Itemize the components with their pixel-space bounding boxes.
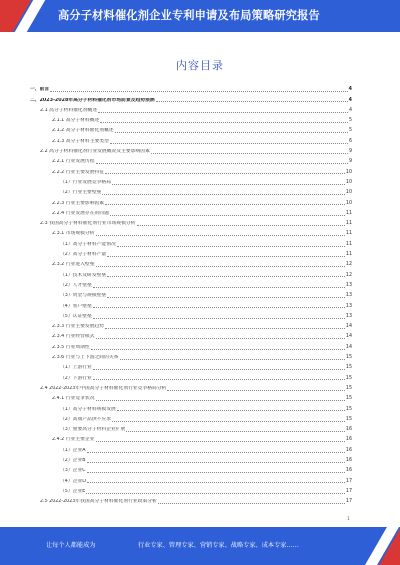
toc-entry-title: （4）客户壁垒 [60, 303, 92, 309]
toc-entry[interactable] [30, 433, 352, 443]
toc-entry[interactable] [30, 83, 352, 93]
toc-entry-page: 11 [345, 252, 352, 258]
toc-entry-page: 16 [345, 427, 352, 433]
toc-entry[interactable] [30, 196, 352, 206]
toc-entry-page: 16 [345, 437, 352, 443]
toc-entry-title: （1）技术及研发壁垒 [60, 272, 107, 278]
toc-entry[interactable] [30, 227, 352, 237]
dot-leader [167, 390, 344, 391]
toc-entry-page: 5 [348, 118, 352, 124]
dot-leader [93, 369, 345, 370]
toc-entry[interactable] [30, 464, 352, 474]
toc-entry-title: 2.1 高分子材料催化剂概述 [40, 107, 98, 113]
toc-entry-title: 二、2023-2028年高分子材料催化剂市场前景及趋势预测 [30, 97, 155, 103]
dot-leader [115, 132, 348, 133]
dot-leader [100, 122, 348, 123]
toc-entry-title: （2）高分子材料产量 [60, 252, 107, 258]
dot-leader [107, 276, 345, 277]
toc-entry-title: （2）行业主要壁垒 [60, 190, 102, 196]
toc-entry[interactable] [30, 474, 352, 484]
dot-leader [117, 410, 345, 411]
toc-entry-page: 15 [345, 396, 352, 402]
toc-entry-page: 15 [345, 416, 352, 422]
dot-leader [96, 441, 345, 442]
toc-entry-page: 16 [345, 468, 352, 474]
toc-entry-page: 14 [345, 324, 352, 330]
toc-entry-page: 15 [345, 385, 352, 391]
toc-entry-page: 11 [345, 210, 352, 216]
toc-entry-page: 9 [348, 159, 352, 165]
toc-entry-page: 10 [345, 190, 352, 196]
toc-entry-title: （1）高分子材料规模发展 [60, 406, 116, 412]
dot-leader [91, 349, 345, 350]
dot-leader [98, 112, 348, 113]
toc-entry-page: 10 [345, 200, 352, 206]
toc-entry[interactable] [30, 237, 352, 247]
toc-entry-title: （1）上游行业 [60, 365, 92, 371]
toc-entry-page: 10 [345, 179, 352, 185]
toc-entry-page: 17 [345, 499, 352, 505]
dot-leader [93, 287, 345, 288]
toc-entry-page: 15 [345, 375, 352, 381]
dot-leader [137, 225, 345, 226]
dot-leader [105, 173, 345, 174]
toc-entry[interactable] [30, 340, 352, 350]
toc-entry-page: 12 [345, 262, 352, 268]
toc-entry[interactable] [30, 207, 352, 217]
toc-entry-page: 13 [345, 293, 352, 299]
toc-entry-page: 13 [345, 282, 352, 288]
toc-entry[interactable] [30, 165, 352, 175]
dot-leader [112, 421, 345, 422]
toc-entry-title: （5）企业E [60, 488, 86, 494]
toc-entry-title: 2.3 我国高分子材料催化剂行业市场规模分析 [40, 221, 136, 227]
toc-entry-page: 15 [345, 365, 352, 371]
toc-entry-page: 6 [348, 138, 352, 144]
toc-entry[interactable] [30, 145, 352, 155]
toc-entry-page: 4 [348, 87, 352, 93]
dot-leader [96, 400, 345, 401]
toc-entry-page: 4 [348, 107, 352, 113]
toc-entry-title: （4）企业D [60, 478, 86, 484]
dot-leader [107, 297, 345, 298]
dot-leader [96, 163, 348, 164]
toc-entry-title: （1）高分子材料产能情况 [60, 241, 116, 247]
dot-leader [96, 338, 345, 339]
report-title: 高分子材料催化剂企业专利申请及布局策略研究报告 [58, 9, 320, 22]
toc-entry-title: （1）行业发展竞争格局 [60, 179, 112, 185]
toc-entry[interactable] [30, 413, 352, 423]
dot-leader [105, 204, 345, 205]
toc-entry[interactable] [30, 176, 352, 186]
toc-entry[interactable] [30, 124, 352, 134]
toc-entry-page: 17 [345, 488, 352, 494]
toc-entry[interactable] [30, 443, 352, 453]
toc-entry-title: 2.2.2 行业主要发展特征 [52, 169, 105, 175]
toc-entry-page: 10 [345, 169, 352, 175]
toc-entry-page: 14 [345, 344, 352, 350]
toc-entry-page: 15 [345, 406, 352, 412]
toc-entry[interactable] [30, 371, 352, 381]
toc-entry-page: 13 [345, 313, 352, 319]
toc-entry-title: 2.4.1 行业竞争状况 [52, 396, 95, 402]
toc-entry-page: 11 [345, 231, 352, 237]
footer-roles: 行业专家、管理专家、营销专家、战略专家、成本专家…… [138, 542, 299, 549]
toc-entry-title: （2）高端产品供不应求 [60, 416, 112, 422]
toc-entry-title: 2.4 2022-2023年中国高分子材料催化剂行业竞争格局分析 [40, 385, 167, 391]
toc-entry-title: 2.3.3 行业主要发展趋势 [52, 324, 105, 330]
dot-leader [102, 194, 344, 195]
footer-banner [0, 527, 400, 565]
dot-leader [87, 462, 345, 463]
toc-entry-page: 11 [345, 241, 352, 247]
toc-entry[interactable] [30, 104, 352, 114]
toc-entry-title: （3）企业C [60, 468, 86, 474]
toc-entry[interactable] [30, 382, 352, 392]
toc-entry-page: 17 [345, 478, 352, 484]
dot-leader [87, 482, 345, 483]
toc-entry-title: 2.3.1 市场规模分析 [52, 231, 95, 237]
toc-entry-title: 2.2.1 行业发展历程 [52, 159, 95, 165]
page-number: 1 [347, 517, 350, 522]
toc-entry[interactable] [30, 258, 352, 268]
toc-entry[interactable] [30, 289, 352, 299]
toc-entry[interactable] [30, 423, 352, 433]
footer-slogan: 让每个人都能成为 [46, 542, 96, 549]
toc-entry[interactable] [30, 155, 352, 165]
dot-leader [96, 266, 345, 267]
toc-entry-page: 5 [348, 128, 352, 134]
toc-entry-page: 4 [348, 97, 352, 103]
toc-entry-title: 2.5 2022-2023年我国高分子材料催化剂行业政策分析 [40, 499, 157, 505]
toc-entry-title: （2）企业B [60, 457, 86, 463]
toc-entry-page: 11 [345, 221, 352, 227]
dot-leader [110, 215, 345, 216]
toc-entry-title: 2.3.5 行业周期性 [52, 344, 90, 350]
toc-entry[interactable] [30, 299, 352, 309]
toc-entry[interactable] [30, 93, 352, 103]
dot-leader [93, 379, 345, 380]
dot-leader [87, 452, 345, 453]
toc-entry[interactable] [30, 279, 352, 289]
toc-entry-title: （1）企业A [60, 447, 86, 453]
toc-entry[interactable] [30, 310, 352, 320]
dot-leader [126, 431, 344, 432]
dot-leader [156, 101, 348, 102]
toc-entry-title: （3）重要高分子材料企业扩展 [60, 427, 126, 433]
dot-leader [93, 307, 345, 308]
toc-entry-title: （2）人才壁垒 [60, 282, 92, 288]
dot-leader [87, 472, 345, 473]
dot-leader [105, 328, 345, 329]
toc-entry-title: 2.3.4 行业经营模式 [52, 334, 95, 340]
toc-entry-page: 16 [345, 457, 352, 463]
table-of-contents [30, 83, 352, 505]
toc-entry-title: 一、前言 [30, 87, 50, 93]
toc-entry-page: 12 [345, 272, 352, 278]
dot-leader [151, 153, 348, 154]
toc-entry-title: 2.1.3 高分子材料主要类型 [52, 138, 109, 144]
toc-entry[interactable] [30, 134, 352, 144]
toc-entry-title: 2.3.6 行业与上下游之间的关系 [52, 355, 119, 361]
toc-entry-page: 16 [345, 447, 352, 453]
toc-entry[interactable] [30, 186, 352, 196]
dot-leader [110, 143, 348, 144]
toc-entry[interactable] [30, 485, 352, 495]
header-banner [0, 0, 400, 32]
toc-entry-title: 2.1.2 高分子材料催化剂概述 [52, 128, 114, 134]
toc-entry-page: 15 [345, 355, 352, 361]
dot-leader [96, 235, 345, 236]
dot-leader [50, 91, 347, 92]
toc-entry-page: 14 [345, 334, 352, 340]
toc-entry-title: 2.4.2 行业主要企业 [52, 437, 95, 443]
toc-entry[interactable] [30, 402, 352, 412]
dot-leader [107, 256, 345, 257]
toc-entry[interactable] [30, 248, 352, 258]
toc-entry-title: （5）认证壁垒 [60, 313, 92, 319]
toc-entry[interactable] [30, 495, 352, 505]
dot-leader [158, 503, 345, 504]
toc-entry[interactable] [30, 392, 352, 402]
toc-entry-title: （2）下游行业 [60, 375, 92, 381]
toc-entry[interactable] [30, 217, 352, 227]
toc-entry-page: 9 [348, 149, 352, 155]
toc-entry-title: 2.1.1 高分子材料概述 [52, 118, 100, 124]
toc-entry[interactable] [30, 454, 352, 464]
toc-heading: 内容目录 [176, 59, 224, 72]
toc-entry[interactable] [30, 114, 352, 124]
toc-entry-page: 13 [345, 303, 352, 309]
toc-entry-title: 2.3.2 行业进入壁垒 [52, 262, 95, 268]
toc-entry[interactable] [30, 330, 352, 340]
toc-entry[interactable] [30, 268, 352, 278]
toc-entry-title: 2.2.4 行业发展存在的问题 [52, 210, 109, 216]
toc-entry-title: 2.2.3 行业主要影响因素 [52, 200, 105, 206]
toc-entry[interactable] [30, 361, 352, 371]
toc-entry-title: （3）资金与规模壁垒 [60, 293, 107, 299]
dot-leader [86, 493, 345, 494]
toc-entry[interactable] [30, 320, 352, 330]
dot-leader [120, 359, 345, 360]
dot-leader [112, 184, 345, 185]
toc-entry-title: 2.2 高分子材料催化剂行业发展概况及主要影响因素 [40, 149, 150, 155]
toc-entry[interactable] [30, 351, 352, 361]
dot-leader [117, 246, 345, 247]
dot-leader [93, 318, 345, 319]
